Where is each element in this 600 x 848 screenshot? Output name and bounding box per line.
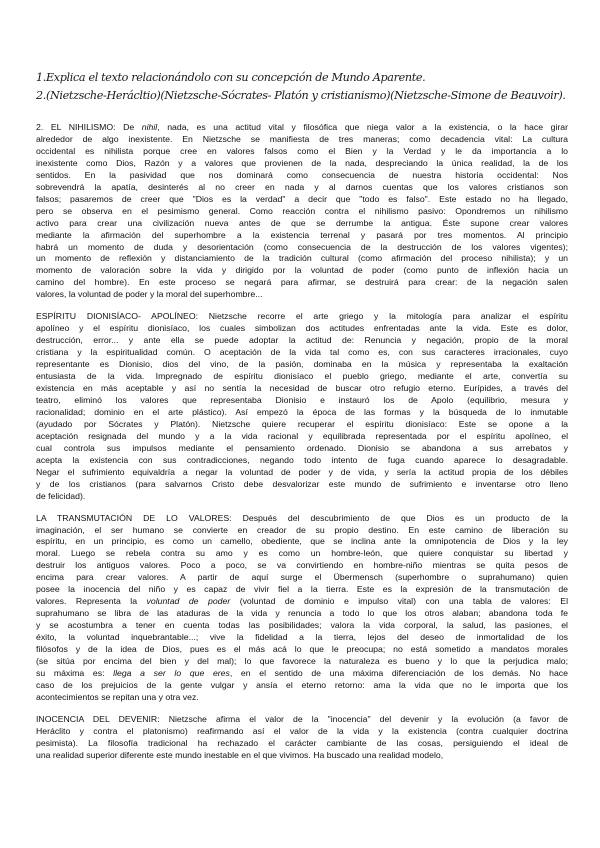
text-line: suprahumano se libra de las ataduras de la vida y renuncia a todo lo que los otros alaban; abandona toda fe [36, 608, 568, 619]
text-line: cual controla sus impulsos mediante el pensamiento ordenado. Dionisio se abandona a sus arrebatos y [36, 442, 568, 453]
text-line: valores, la voluntad de poder y la moral del superhombre... [36, 289, 263, 300]
italic-term: nihil [141, 122, 158, 132]
text-line: pesimista). La filosofía tradicional ha rechazado el carácter cambiante de las cosas, persiguiendo el ideal de [36, 737, 568, 748]
text-line: su máxima es: llega a ser lo que eres, en el sentido de una máxima diferenciación de los demás. No hace [36, 667, 568, 678]
text-line: alrededor de algo inexistente. En Nietzsche se manifiesta de tres maneras; como decadencia vital: La cultura [36, 133, 568, 144]
text-line: destrucción, error... y ante ella se puede adoptar la actitud de: Renuncia y negación, propio de la moral [36, 335, 568, 346]
text-line: entusiasta de la vida. Impregnado de espíritu dionisíaco el pueblo griego, mediante el arte, convertía su [36, 371, 568, 382]
text-line: ESPÍRITU DIONISÍACO- APOLÍNEO: Nietzsche recorre el arte griego y la mitología para analizar el espíritu [36, 311, 568, 322]
text-line: aceptación resignada del mundo y a la vida racional y equilibrada representada por el espíritu apolíneo, el [36, 430, 568, 441]
text-line: activo para crear una civilización nueva antes de que se derrumbe la antigua. Éste supone crear valores [36, 217, 568, 228]
text-line: imaginación, el ser humano se convierte en creador de su propio destino. En este camino de liberación su [36, 524, 568, 535]
text-line: espíritu, en un principio, es como un camello, obediente, que se inclina ante la omnipotencia de Dios y la ley [36, 536, 568, 547]
text-line: (se sitúa por encima del bien y del mal); lo que favorece la naturaleza es bueno y lo que la perjudica malo; [36, 655, 568, 666]
text-line: caso de los prejuicios de la gente vulgar y ansía el eterno retorno: ama la vida que no le importa que los [36, 679, 568, 690]
text-line: y se acostumbra a tener en cuenta todas las posibilidades; valora la vida corporal, la salud, las pasiones, el [36, 620, 568, 631]
text-line: pero se observa en el pesimismo general. Como reacción contra el nihilismo pasivo: Opondremos un nihilismo [36, 205, 568, 216]
text-line: y de los cristianos (para salvarnos Cristo debe desvalorizar este mundo de sufrimiento e inventarse otro lleno [36, 478, 568, 489]
text-line: momento de valoración sobre la vida y dirigido por la voluntad de poder (como punto de inflexión hacia un [36, 265, 568, 276]
text-line: racionalidad; dominio en el arte plástico). Así empezó la época de las formas y la búsqueda de lo inmutable [36, 406, 568, 417]
text-line: teatro, eliminó los valores que representaba Dionisio e instauró los de Apolo (equilibrio, mesura y [36, 394, 568, 405]
text-line: inexistente como Dios, Razón y a valores que provienen de la nada, despreciando la única realidad, la de los [36, 157, 568, 168]
text-line: INOCENCIA DEL DEVENIR: Nietzsche afirma el valor de la "inocencia" del devenir y la evolución (a favor de [36, 713, 568, 724]
paragraph-inocencia-devenir [36, 714, 568, 762]
text-line: moral. Luego se rebela contra su amo y es como un hombre-león, que quiere conquistar su libertad y [36, 548, 568, 559]
text-line: destruir los antiguos valores. Poco a poco, se va convirtiendo en hombre-niño mientras se quita pesos de [36, 560, 568, 571]
text-line: éxito, la voluntad inquebrantable...; vive la fidelidad a la tierra, lejos del deseo de inmortalidad de los [36, 632, 568, 643]
text-line: existencia en más aceptable y así no sentía la necesidad de buscar otro refugio eterno. Eurípides, a través del [36, 383, 568, 394]
question-1: 1.Explica el texto relacionándolo con su concepción de Mundo Aparente. [36, 71, 426, 84]
text-line: occidental es nihilista porque cree en valores falsos como el Bien y la Verdad y le da importancia a lo [36, 145, 568, 156]
text-line: Heráclito y contra el platonismo) reafirmando así el valor de la vida y la existencia (contra cualquier doctrina [36, 725, 568, 736]
text-line: valores. Representa la voluntad de poder (voluntad de dominio e impulso vital) con una tabla de valores: El [36, 596, 568, 607]
text-line: encima para crear valores. A partir de aquí surge el Übermensch (superhombre o suprahumano) quien [36, 572, 568, 583]
text-line: falsos; pasaremos de creer que "Dios es la verdad" a decir que "todo es falso". Este estado no ha llegado, [36, 193, 568, 204]
text-line: filósofos y de la idea de Dios, pues es el más acá lo que le preocupa; no está sometido a mandatos morales [36, 644, 568, 655]
italic-term: voluntad de poder [146, 596, 231, 607]
text-line: LA TRANSMUTACIÓN DE LO VALORES: Después del descubrimiento de que Dios es un producto de la [36, 512, 568, 523]
text-line: un momento de reflexión y distanciamiento de la tradición cultural (como afirmación del proceso nihilista); y un [36, 253, 568, 264]
text-line: camino del hombre). En este proceso se negará para afirmar, se destruirá para crear: de la negación salen [36, 277, 568, 288]
text-line: (ayudado por Sócrates y Platón). Nietzsche quiere recuperar el espíritu dionisíaco: Este se opone a la [36, 418, 568, 429]
paragraph-nihilismo [36, 122, 568, 301]
text-line: representante es Dionisio, dios del vino, de la pasión, dominaba en la música y representaba la exaltación [36, 359, 568, 370]
text-line: Negar el sufrimiento equivaldría a negar la voluntad de poder y de vida, y sería la actitud propia de los débiles [36, 466, 568, 477]
body-text [36, 122, 568, 762]
text-line: 2. EL NIHILISMO: De nihil, nada, es una actitud vital y filosófica que niega valor a la existencia, o la hace girar [36, 122, 568, 132]
text-line: de felicidad). [36, 490, 86, 501]
paragraph-dionisiaco-apolineo [36, 311, 568, 502]
text-line: sobrevendrá la apatía, desinterés al no creer en nada y al darnos cuentas que los valores cristianos son [36, 181, 568, 192]
text-line: habrá un momento de duda y desorientación (como consecuencia de la destrucción de los valores vigentes); [36, 241, 568, 252]
text-line: una realidad superior diferente este mundo inestable en el que vivimos. Ha buscado una realidad modelo, [36, 749, 444, 760]
questions-block [36, 69, 576, 105]
text-line: posee la inocencia del niño y es capaz de vivir fiel a la tierra. Este es la expresión de la transmutación de [36, 584, 568, 595]
text-line: acepta la existencia con sus contradicciones, negando todo intento de fuga cuando aparece lo desagradable. [36, 454, 568, 465]
text-line: mediante la afirmación del superhombre a la existencia terrenal y pasará por tres momentos. Al principio [36, 229, 568, 240]
text-line: apolíneo y el espíritu dionisíaco, los cuales simbolizan dos actitudes enfrentadas ante la vida. Este es dolor, [36, 323, 568, 334]
paragraph-transmutacion-valores [36, 513, 568, 704]
question-2: 2.(Nietzsche-Herácltio)(Nietzsche-Sócrates- Platón y cristianismo)(Nietzsche-Simone de Beauvoir). [36, 89, 566, 102]
italic-term: llega a ser lo que eres [113, 667, 230, 678]
text-line: sentidos. En la pasividad que nos dominará como consecuencia de nuestra historia occidental: Nos [36, 169, 568, 180]
text-line: acontecimientos se repitan una y otra vez. [36, 691, 199, 702]
text-line: cristiana y la espiritualidad común. O aceptación de la vida tal como es, con sus caracteres irracionales, cuyo [36, 347, 568, 358]
